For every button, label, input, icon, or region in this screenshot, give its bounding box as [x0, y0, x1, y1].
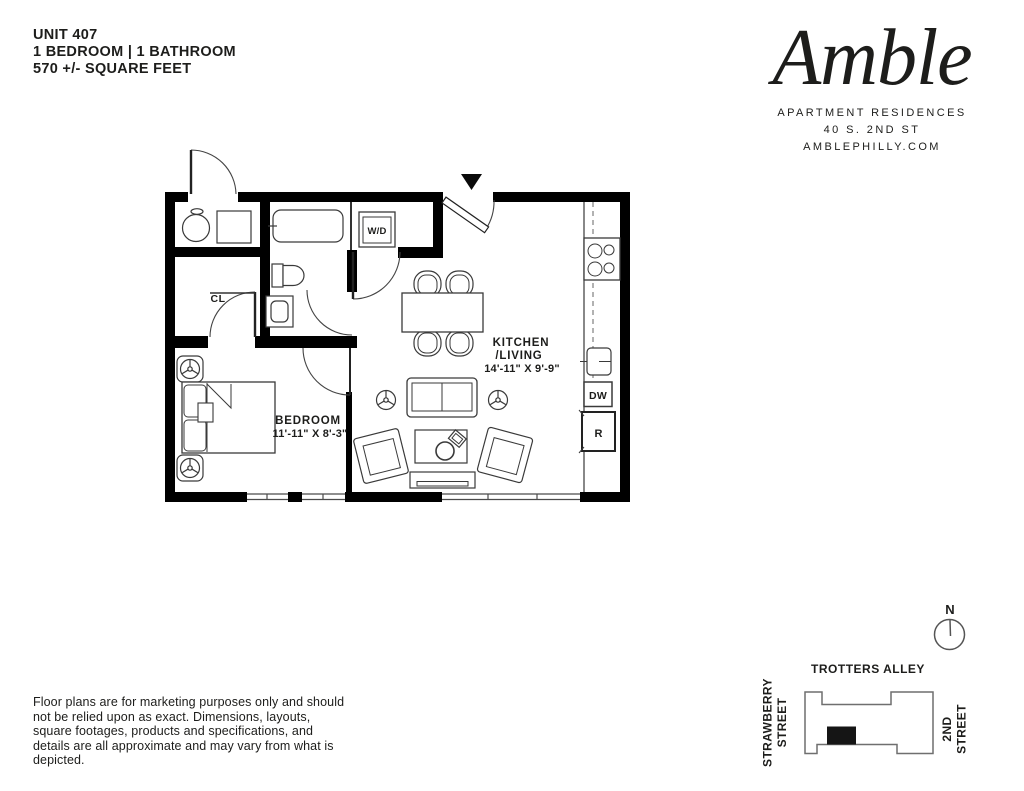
- interior-wall: [165, 247, 270, 257]
- dining-table: [402, 293, 483, 332]
- entry-door-leaf: [442, 197, 489, 233]
- bathtub-icon: [273, 210, 343, 242]
- wall: [620, 192, 630, 502]
- kitchen-living-label-2: /LIVING: [495, 350, 543, 362]
- refrigerator-label: R: [594, 428, 603, 440]
- door-arc: [353, 252, 400, 299]
- entry-door-arc: [486, 200, 494, 229]
- street-left-line1: STRAWBERRY: [760, 678, 775, 767]
- street-left-line2: STREET: [775, 697, 789, 748]
- utility-box: [217, 211, 251, 243]
- armchair-frame: [477, 427, 533, 483]
- unit-configuration: 1 BEDROOM | 1 BATHROOM: [33, 44, 236, 60]
- ceiling-fan-icon: [489, 391, 508, 410]
- armchair-frame: [353, 428, 409, 484]
- brand-address: 40 S. 2ND ST: [823, 124, 921, 136]
- interior-wall: [433, 200, 443, 258]
- street-label-right: [940, 704, 969, 754]
- street-right-line2: STREET: [954, 704, 969, 754]
- disclaimer-line: square footages, products and specifications, and: [33, 724, 314, 739]
- armchair: [477, 427, 533, 483]
- unit-number: UNIT 407: [33, 27, 98, 43]
- dishwasher-label: DW: [589, 390, 607, 402]
- water-heater-icon: [183, 215, 210, 242]
- compass-north-label: N: [945, 602, 955, 617]
- interior-wall: [255, 336, 357, 348]
- wall: [580, 492, 630, 502]
- brand-tagline: APARTMENT RESIDENCES: [777, 107, 967, 119]
- bedroom-divider-wall: [346, 392, 352, 492]
- wall: [288, 492, 302, 502]
- unit-square-feet: 570 +/- SQUARE FEET: [33, 61, 192, 77]
- street-label-left: [761, 678, 790, 767]
- ceiling-fan-icon: [377, 391, 396, 410]
- brand-website: AMBLEPHILLY.COM: [803, 141, 941, 153]
- street-right-line1: 2ND: [940, 716, 954, 742]
- kitchen-living-label-1: KITCHEN: [492, 337, 550, 349]
- ceiling-fan-icon: [181, 360, 200, 379]
- kitchen: [579, 202, 620, 492]
- washer-dryer-label: W/D: [367, 226, 387, 237]
- wall: [345, 492, 442, 502]
- door-arc: [191, 150, 236, 194]
- disclaimer-line: details are all approximate and may vary from what is: [33, 738, 334, 753]
- kitchen-living-dims: 14'-11" X 9'-9": [484, 363, 560, 375]
- doors: [191, 150, 494, 395]
- door-arc: [307, 290, 352, 335]
- pillow: [184, 420, 206, 451]
- building-footprint: [805, 692, 933, 754]
- bath-fixtures: [183, 209, 396, 327]
- bedroom-label: BEDROOM: [275, 415, 341, 427]
- disclaimer-line: Floor plans are for marketing purposes only and should: [33, 695, 345, 709]
- disclaimer: [33, 695, 344, 768]
- bedroom-door-arc: [303, 348, 350, 395]
- closet-label: CL: [210, 293, 226, 305]
- alley-label: TROTTERS ALLEY: [811, 662, 925, 676]
- toilet-tank: [272, 264, 283, 287]
- disclaimer-line: depicted.: [33, 753, 85, 768]
- nightstand: [198, 403, 213, 422]
- unit-location-marker: [827, 727, 856, 745]
- interior-wall: [165, 336, 208, 348]
- vanity-basin: [271, 301, 288, 322]
- brand-logo: Amble: [772, 14, 972, 102]
- water-heater-top: [191, 209, 203, 215]
- entry-arrow-icon: [461, 174, 482, 190]
- compass-needle: [950, 620, 951, 636]
- disclaimer-line: not be relied upon as exact. Dimensions, layouts,: [33, 709, 311, 724]
- site-map: [761, 602, 969, 767]
- furniture: [177, 271, 533, 488]
- armchair: [353, 428, 409, 484]
- toilet-icon: [283, 266, 304, 286]
- ceiling-fan-icon: [181, 459, 200, 478]
- wall: [493, 192, 630, 202]
- wall: [165, 492, 247, 502]
- bedroom-dims: 11'-11" X 8'-3": [272, 428, 348, 440]
